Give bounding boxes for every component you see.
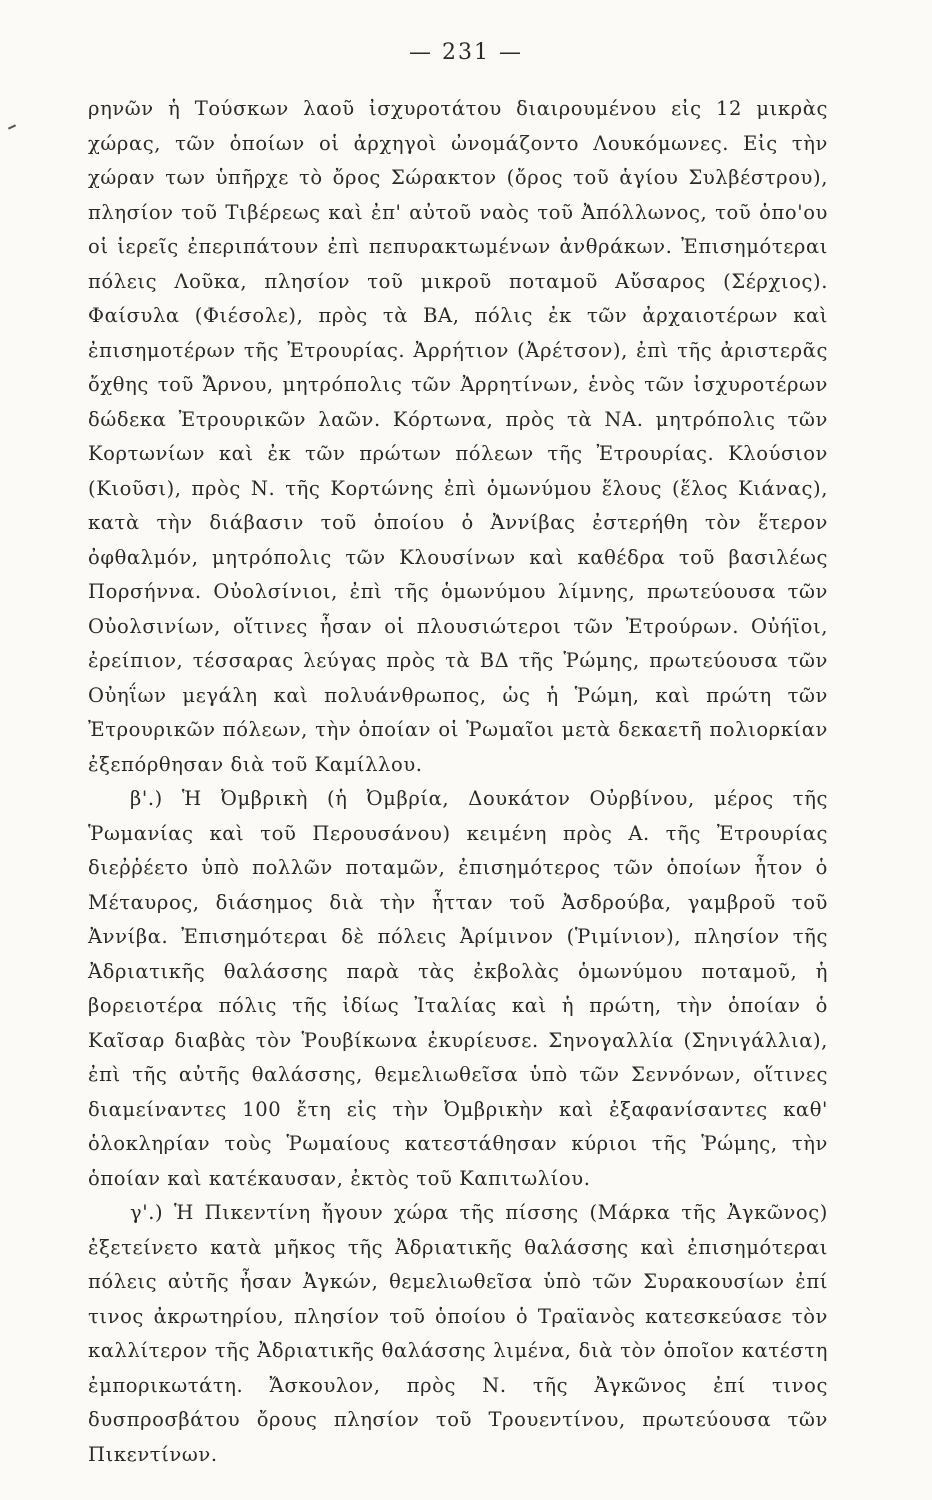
page-number: — 231 — (409, 40, 523, 65)
body-text (88, 92, 828, 1472)
paragraph-picenum: γ'.) Ἡ Πικεντίνη ἤγουν χώρα τῆς πίσσης (Μάρκα τῆς Ἀγκῶνος) ἐξετείνετο κατὰ μῆκος τῆς Ἀδριατικῆς θαλάσσης καὶ ἐπισημότεραι πόλεις αὐτῆς ἦσαν Ἀγκών, θεμελιωθεῖσα ὑπὸ τῶν Συρακουσίων ἐπί τινος ἀκρωτηρίου, πλησίον τοῦ ὁποίου ὁ Τραϊανὸς κατεσκεύασε τὸν καλλίτερον τῆς Ἀδριατικῆς θαλάσσης λιμένα, διὰ τὸν ὁποῖον κατέστη ἐμπορικωτάτη. Ἄσκουλον, πρὸς Ν. τῆς Ἀγκῶνος ἐπί τινος δυσπροσβάτου ὄρους πλησίον τοῦ Τρουεντίνου, πρωτεύουσα τῶν Πικεντίνων. (88, 1201, 828, 1466)
paragraph-etruria: ρηνῶν ἡ Τούσκων λαοῦ ἰσχυροτάτου διαιρουμένου εἰς 12 μικρὰς χώρας, τῶν ὁποίων οἱ ἀρχηγοὶ ὠνομάζοντο Λουκόμωνες. Εἰς τὴν χώραν των ὑπῆρχε τὸ ὄρος Σώρακτον (ὄρος τοῦ ἁγίου Συλβέστρου), πλησίον τοῦ Τιβέρεως καὶ ἐπ' αὐτοῦ ναὸς τοῦ Ἀπόλλωνος, τοῦ ὁπο'ου οἱ ἱερεῖς ἐπεριπάτουν ἐπὶ πεπυρακτωμένων ἀνθράκων. Ἐπισημότεραι πόλεις Λοῦκα, πλησίον τοῦ μικροῦ ποταμοῦ Αὔσαρος (Σέρχιος). Φαίσυλα (Φιέσολε), πρὸς τὰ ΒΑ, πόλις ἐκ τῶν ἀρχαιοτέρων καὶ ἐπισημοτέρων τῆς Ἐτρουρίας. Ἀρρήτιον (Ἀρέτσον), ἐπὶ τῆς ἀριστερᾶς ὄχθης τοῦ Ἄρνου, μητρόπολις τῶν Ἀρρητίνων, ἑνὸς τῶν ἰσχυροτέρων δώδεκα Ἐτρουρικῶν λαῶν. Κόρτωνα, πρὸς τὰ ΝΑ. μητρόπολις τῶν Κορτωνίων καὶ ἐκ τῶν πρώτων πόλεων τῆς Ἐτρουρίας. Κλούσιον (Κιοῦσι), πρὸς Ν. τῆς Κορτώνης ἐπὶ ὁμωνύμου ἕλους (ἕλος Κιάνας), κατὰ τὴν διάβασιν τοῦ ὁποίου ὁ Ἀννίβας ἐστερήθη τὸν ἕτερον ὀφθαλμόν, μητρόπολις τῶν Κλουσίνων καὶ καθέδρα τοῦ βασιλέως Πορσήννα. Οὐολσίνιοι, ἐπὶ τῆς ὁμωνύμου λίμνης, πρωτεύουσα τῶν Οὐολσινίων, οἵτινες ἦσαν οἱ πλουσιώτεροι τῶν Ἐτρούρων. Οὐήϊοι, ἐρείπιον, τέσσαρας λεύγας πρὸς τὰ ΒΔ τῆς Ῥώμης, πρωτεύουσα τῶν Οὐηΐων μεγάλη καὶ πολυάνθρωπος, ὡς ἡ Ῥώμη, καὶ πρώτη τῶν Ἐτρουρικῶν πόλεων, τὴν ὁποίαν οἱ Ῥωμαῖοι μετὰ δεκαετῆ πολιορκίαν ἐξεπόρθησαν διὰ τοῦ Καμίλλου. (88, 97, 828, 776)
margin-mark (8, 124, 16, 129)
paragraph-umbria: β'.) Ἡ Ὀμβρικὴ (ἡ Ὀμβρία, Δουκάτον Οὐρβίνου, μέρος τῆς Ῥωμανίας καὶ τοῦ Περουσάνου) κειμένη πρὸς Α. τῆς Ἐτρουρίας διεῤῥέετο ὑπὸ πολλῶν ποταμῶν, ἐπισημότερος τῶν ὁποίων ἦτον ὁ Μέταυρος, διάσημος διὰ τὴν ἧτταν τοῦ Ἀσδρούβα, γαμβροῦ τοῦ Ἀννίβα. Ἐπισημότεραι δὲ πόλεις Ἀρίμινον (Ῥιμίνιον), πλησίον τῆς Ἀδριατικῆς θαλάσσης παρὰ τὰς ἐκβολὰς ὁμωνύμου ποταμοῦ, ἡ βορειοτέρα πόλις τῆς ἰδίως Ἰταλίας καὶ ἡ πρώτη, τὴν ὁποίαν ὁ Καῖσαρ διαβὰς τὸν Ῥουβίκωνα ἐκυρίευσε. Σηνογαλλία (Σηνιγάλλια), ἐπὶ τῆς αὐτῆς θαλάσσης, θεμελιωθεῖσα ὑπὸ τῶν Σεννόνων, οἵτινες διαμείναντες 100 ἔτη εἰς τὴν Ὀμβρικὴν καὶ ἐξαφανίσαντες καθ' ὁλοκληρίαν τοὺς Ῥωμαίους κατεστάθησαν κύριοι τῆς Ῥώμης, τὴν ὁποίαν καὶ κατέκαυσαν, ἐκτὸς τοῦ Καπιτωλίου. (88, 787, 828, 1190)
